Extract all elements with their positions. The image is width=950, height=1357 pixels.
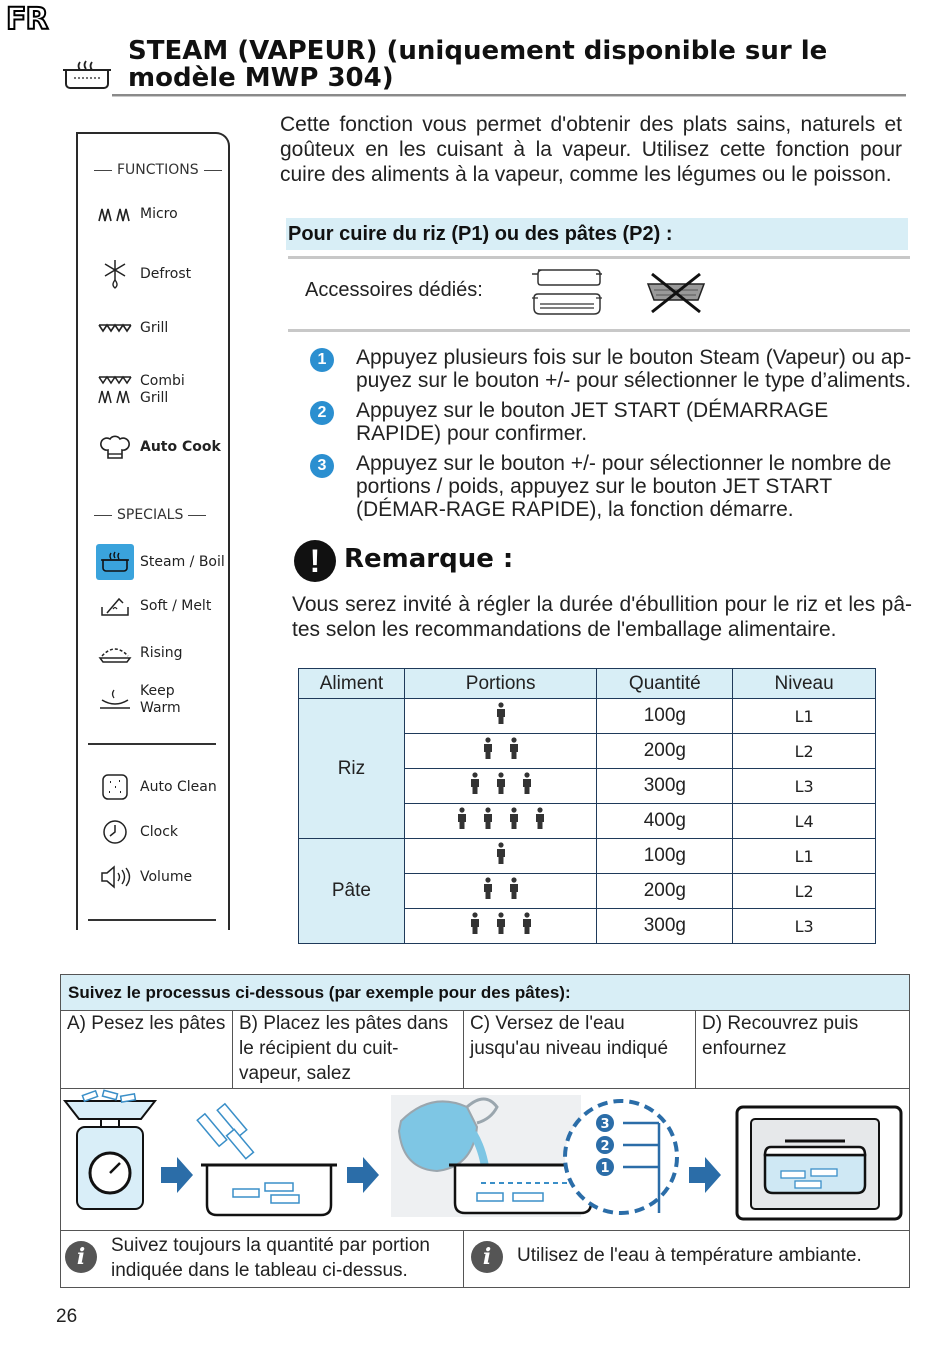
person-icon — [509, 807, 519, 835]
level-cell: L1 — [733, 699, 876, 734]
person-icon — [496, 912, 506, 940]
level-cell: L3 — [733, 769, 876, 804]
person-icon — [535, 807, 545, 835]
step-item — [310, 399, 912, 445]
level-cell: L1 — [733, 839, 876, 874]
process-step-cover: D) Recouvrez puis enfournez — [696, 1011, 909, 1089]
panel-item-label: Micro — [140, 205, 178, 222]
rising-icon — [96, 635, 134, 671]
clock-icon — [96, 814, 134, 850]
step-item — [310, 452, 912, 521]
auto-clean-icon — [96, 769, 134, 805]
person-icon — [483, 807, 493, 835]
quantity-cell: 300g — [597, 769, 733, 804]
grill-rack-crossed-icon — [644, 270, 708, 316]
quantity-cell: 400g — [597, 804, 733, 839]
arrow-right-icon — [161, 1157, 193, 1193]
panel-item-defrost[interactable] — [96, 252, 228, 296]
panel-divider — [88, 919, 216, 921]
panel-item-label: Volume — [140, 868, 193, 885]
panel-item-label: Soft / Melt — [140, 597, 212, 614]
panel-item-auto-clean[interactable] — [96, 765, 228, 809]
person-icon — [483, 737, 493, 765]
person-icon — [457, 807, 467, 835]
level-mark-3: 3 — [600, 1117, 610, 1132]
panel-item-label: Combi Grill — [140, 373, 185, 406]
kitchen-scale-icon — [65, 1090, 155, 1209]
column-header: Quantité — [597, 669, 733, 699]
chef-hat-icon — [96, 429, 134, 465]
panel-item-label: Auto Cook — [140, 438, 221, 455]
column-header: Niveau — [733, 669, 876, 699]
person-icon — [496, 772, 506, 800]
soft-melt-icon — [96, 588, 134, 624]
table-row — [299, 839, 876, 874]
quantity-cell: 100g — [597, 699, 733, 734]
person-icon — [496, 842, 506, 870]
page-title: STEAM (VAPEUR) (uniquement disponible sur le modèle MWP 304) — [128, 36, 828, 93]
food-cell: Pâte — [299, 839, 405, 944]
step-text: Appuyez sur le bouton +/- pour sélectionner le nombre de portions / poids, appuyez sur le bouton JET START (DÉMAR-RAGE RAPIDE), la fonction démarre. — [356, 452, 892, 521]
process-step-place: B) Placez les pâtes dans le récipient du cuit-vapeur, salez — [233, 1011, 463, 1089]
volume-icon — [96, 859, 134, 895]
level-mark-2: 2 — [600, 1139, 610, 1154]
panel-item-steam-boil[interactable] — [96, 540, 228, 584]
panel-divider — [88, 743, 216, 745]
quantity-cell: 200g — [597, 874, 733, 909]
level-cell: L2 — [733, 734, 876, 769]
panel-item-micro[interactable] — [96, 192, 228, 236]
specials-heading: SPECIALS — [89, 507, 211, 523]
person-icon — [470, 912, 480, 940]
step-text: Appuyez sur le bouton JET START (DÉMARRAGE RAPIDE) pour confirmer. — [356, 399, 829, 445]
portions-cell — [404, 804, 597, 839]
defrost-icon — [96, 256, 134, 292]
panel-item-clock[interactable] — [96, 810, 228, 854]
title-divider — [112, 94, 906, 97]
person-icon — [509, 737, 519, 765]
accessories-label: Accessoires dédiés: — [305, 279, 483, 301]
level-mark-1: 1 — [600, 1161, 610, 1176]
portions-cell — [404, 874, 597, 909]
panel-item-label: Steam / Boil — [140, 553, 225, 570]
panel-item-label: Keep Warm — [140, 683, 181, 716]
accessories-divider — [288, 256, 910, 259]
water-jug-icon — [391, 1095, 677, 1217]
column-divider — [463, 1231, 464, 1287]
panel-item-keep-warm[interactable] — [96, 678, 228, 722]
step-number-badge: 2 — [310, 401, 334, 425]
panel-item-grill[interactable] — [96, 306, 228, 350]
step-number-badge: 3 — [310, 454, 334, 478]
process-heading: Suivez le processus ci-dessous (par exemple pour des pâtes): — [61, 975, 909, 1011]
panel-item-auto-cook[interactable] — [96, 425, 228, 469]
portions-cell — [404, 699, 597, 734]
tip-text: Utilisez de l'eau à température ambiante. — [517, 1245, 862, 1266]
panel-item-label: Rising — [140, 644, 183, 661]
panel-item-label: Defrost — [140, 265, 192, 282]
level-marks — [596, 1114, 614, 1176]
functions-heading: FUNCTIONS — [89, 162, 227, 178]
steam-icon — [96, 544, 134, 580]
column-header: Portions — [404, 669, 597, 699]
language-tag: FR — [6, 2, 48, 37]
panel-item-volume[interactable] — [96, 855, 228, 899]
combi-grill-icon — [96, 372, 134, 408]
process-step-weigh: A) Pesez les pâtes — [61, 1011, 232, 1089]
column-header: Aliment — [299, 669, 405, 699]
portions-cell — [404, 769, 597, 804]
step-text: Appuyez plusieurs fois sur le bouton Steam (Vapeur) ou ap-puyez sur le bouton +/- pour sélectionner le type d’aliments. — [356, 346, 912, 392]
portions-cell — [404, 839, 597, 874]
keep-warm-icon — [96, 682, 134, 718]
level-cell: L4 — [733, 804, 876, 839]
quantity-cell: 100g — [597, 839, 733, 874]
process-illustrations — [61, 1089, 909, 1229]
note-title: Remarque : — [344, 544, 514, 574]
person-icon — [522, 912, 532, 940]
panel-item-combi-grill[interactable] — [96, 368, 228, 412]
person-icon — [509, 877, 519, 905]
table-header-row — [299, 669, 876, 699]
panel-item-label: Clock — [140, 823, 179, 840]
microwave-waves-icon — [96, 196, 134, 232]
quantity-cell: 300g — [597, 909, 733, 944]
intro-paragraph: Cette fonction vous permet d'obtenir des plats sains, naturels et goûteux en les cuisant à la vapeur. Utilisez cette fonction pour cuire des aliments à la vapeur, comme les légumes ou le poisson. — [280, 113, 902, 186]
table-row — [299, 699, 876, 734]
portions-cell — [404, 734, 597, 769]
panel-item-rising[interactable] — [96, 631, 228, 675]
person-icon — [522, 772, 532, 800]
process-step-water: C) Versez de l'eau jusqu'au niveau indiqué — [464, 1011, 695, 1089]
tip-text: Suivez toujours la quantité par portion indiquée dans le tableau ci-dessus. — [111, 1235, 430, 1281]
steam-icon — [62, 58, 112, 92]
arrow-right-icon — [689, 1157, 721, 1193]
oven-icon — [737, 1107, 901, 1219]
portions-table — [298, 668, 876, 944]
info-icon: i — [471, 1241, 503, 1273]
accessories-divider — [288, 329, 910, 332]
steps-list — [310, 346, 912, 528]
portions-cell — [404, 909, 597, 944]
step-number-badge: 1 — [310, 348, 334, 372]
page-number: 26 — [56, 1306, 78, 1327]
grill-icon — [96, 310, 134, 346]
panel-item-label: Grill — [140, 319, 169, 336]
panel-item-label: Auto Clean — [140, 778, 217, 795]
food-cell: Riz — [299, 699, 405, 839]
info-icon: i — [65, 1241, 97, 1273]
level-cell: L3 — [733, 909, 876, 944]
pasta-dish-icon — [197, 1104, 337, 1215]
arrow-right-icon — [347, 1157, 379, 1193]
level-cell: L2 — [733, 874, 876, 909]
exclamation-icon: ! — [294, 540, 336, 582]
section-subheading: Pour cuire du riz (P1) ou des pâtes (P2) : — [286, 218, 908, 250]
quantity-cell: 200g — [597, 734, 733, 769]
step-item — [310, 346, 912, 392]
person-icon — [470, 772, 480, 800]
steamer-dish-icon — [530, 264, 606, 320]
process-table — [60, 974, 910, 1288]
process-illustration-row — [61, 1089, 909, 1231]
panel-item-soft-melt[interactable] — [96, 584, 228, 628]
person-icon — [496, 702, 506, 730]
note-text: Vous serez invité à régler la durée d'ébullition pour le riz et les pâ-tes selon les recommandations de l'emballage alimentaire. — [292, 593, 912, 641]
person-icon — [483, 877, 493, 905]
